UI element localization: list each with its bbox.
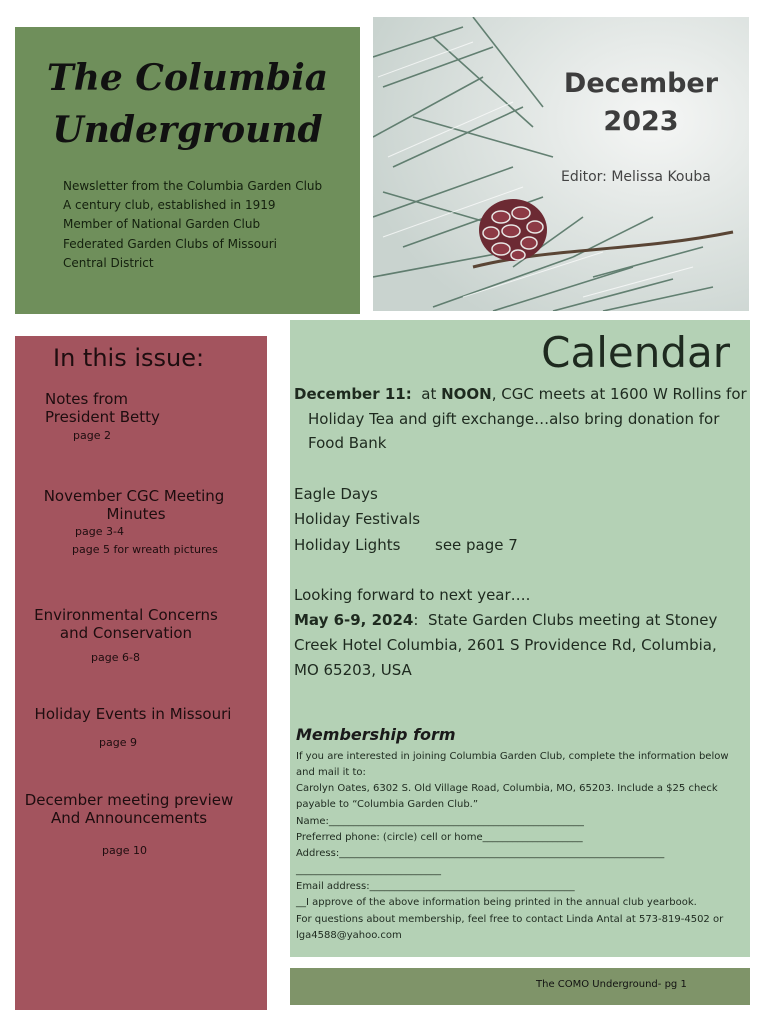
- issue-item-title: Minutes: [106, 505, 166, 523]
- event-list-item: Eagle Days: [294, 485, 378, 503]
- address-field-line: Address:_________________________________________________________________: [296, 848, 665, 859]
- issue-item-page: page 3-4: [75, 525, 124, 538]
- in-this-issue-heading: In this issue:: [53, 344, 205, 372]
- masthead-panel: [15, 27, 360, 314]
- membership-contact-line: For questions about membership, feel free to contact Linda Antal at 573-819-4502 or: [296, 914, 724, 925]
- event-text: , CGC meets at 1600 W Rollins for: [491, 385, 747, 403]
- membership-form-heading: Membership form: [296, 725, 456, 744]
- looking-forward-text: Looking forward to next year….: [294, 586, 531, 604]
- newsletter-title-line2: Underground: [52, 109, 323, 151]
- issue-date: [553, 65, 729, 141]
- event-list-item: Holiday Lights: [294, 536, 401, 554]
- event-text: at: [411, 385, 442, 403]
- masthead-info-line: A century club, established in 1919: [63, 198, 276, 212]
- editor-credit: Editor: Melissa Kouba: [561, 169, 711, 185]
- issue-item-page: page 2: [73, 429, 111, 442]
- masthead-info-line: Member of National Garden Club: [63, 217, 261, 231]
- email-field-line: Email address:_________________________________________: [296, 881, 575, 892]
- name-field-line: Name:___________________________________________________: [296, 816, 584, 827]
- pine-branch-illustration: [373, 17, 749, 311]
- masthead-info-line: Central District: [63, 256, 154, 270]
- cover-photo: [373, 17, 749, 311]
- event-december-11: [294, 385, 747, 403]
- calendar-panel: [290, 320, 750, 957]
- issue-item-title: President Betty: [45, 408, 160, 426]
- event-list-item: Holiday Festivals: [294, 510, 421, 528]
- issue-item-title: Holiday Events in Missouri: [34, 705, 232, 723]
- contact-email: lga4588@yahoo.com: [296, 930, 402, 941]
- issue-item-page: page 5 for wreath pictures: [72, 543, 218, 556]
- issue-item-page: page 10: [102, 844, 147, 857]
- event-date: December 11:: [294, 385, 412, 403]
- yearbook-consent-line: __I approve of the above information being printed in the annual club yearbook.: [296, 897, 697, 908]
- masthead-info-line: Federated Garden Clubs of Missouri: [63, 237, 278, 251]
- membership-line: and mail it to:: [296, 767, 366, 778]
- issue-item-title: December meeting preview: [24, 791, 234, 809]
- footer-page-label: The COMO Underground- pg 1: [536, 979, 687, 990]
- issue-item-page: page 9: [99, 736, 137, 749]
- page-footer: [290, 968, 750, 1005]
- event-text: : State Garden Clubs meeting at Stoney: [413, 611, 718, 629]
- event-text: MO 65203, USA: [294, 661, 412, 679]
- issue-item-page: page 6-8: [91, 651, 140, 664]
- event-date: May 6-9, 2024: [294, 611, 414, 629]
- calendar-heading: Calendar: [541, 328, 730, 377]
- issue-item-title: and Conservation: [59, 624, 193, 642]
- event-time: NOON: [441, 385, 492, 403]
- pine-cone-icon: [479, 199, 547, 261]
- issue-item-title: Environmental Concerns: [34, 606, 218, 624]
- membership-line: Carolyn Oates, 6302 S. Old Village Road, Columbia, MO, 65203. Include a $25 check: [296, 783, 718, 794]
- event-state-garden-clubs: [294, 611, 717, 629]
- issue-month: December: [563, 68, 719, 99]
- issue-item-title: And Announcements: [50, 809, 208, 827]
- membership-line: payable to “Columbia Garden Club.”: [296, 799, 479, 810]
- see-page-reference: see page 7: [435, 536, 518, 554]
- phone-field-line: Preferred phone: (circle) cell or home____________________: [296, 832, 583, 843]
- membership-line: If you are interested in joining Columbia Garden Club, complete the information below: [296, 751, 729, 762]
- issue-year: 2023: [603, 106, 679, 137]
- address-field-line: _____________________________: [296, 865, 441, 876]
- event-text: Holiday Tea and gift exchange…also bring donation for: [308, 410, 720, 428]
- issue-item-title: Notes from: [45, 390, 128, 408]
- in-this-issue-panel: [15, 336, 267, 1010]
- newsletter-title-line1: The Columbia: [46, 57, 329, 99]
- issue-item-title: November CGC Meeting: [43, 487, 225, 505]
- event-text: Food Bank: [308, 434, 387, 452]
- masthead-info-line: Newsletter from the Columbia Garden Club: [63, 179, 323, 193]
- event-text: Creek Hotel Columbia, 2601 S Providence Rd, Columbia,: [294, 636, 717, 654]
